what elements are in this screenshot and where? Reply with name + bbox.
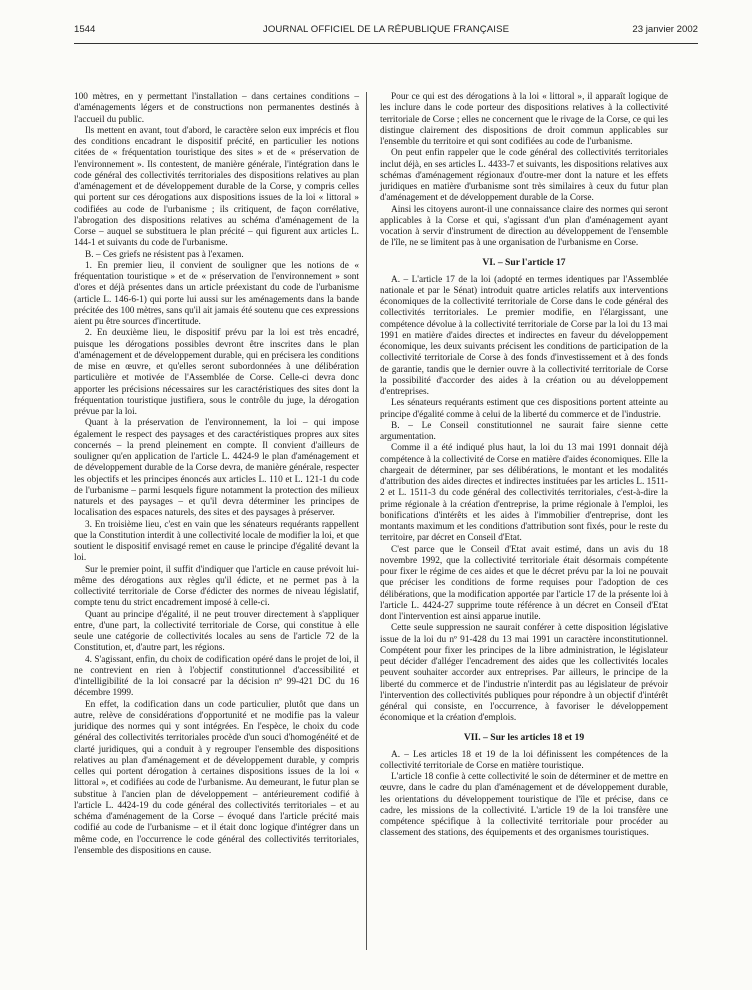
header-rule — [74, 43, 698, 44]
paragraph: Comme il a été indiqué plus haut, la loi du 13 mai 1991 donnait déjà compétence à la collectivité de Corse en matière d'aides économiques. Elle la chargeait de déterminer, par ses délibérations, le montant et les modalités d'attribution des aides directes et indirectes instituées par les articles L. 1511-2 et L. 1511-3 du code général des collectivités territoriales, c'est-à-dire la prime régionale à la création d'entreprise, la prime régionale à l'emploi, les bonifications d'intérêts et les aides à l'immobilier d'entreprise, dont les montants maximum et les conditions d'attribution sont fixés, pour le reste du territoire, par décret en Conseil d'Etat. — [380, 443, 668, 544]
paragraph: A. – L'article 17 de la loi (adopté en termes identiques par l'Assemblée nationale et par le Sénat) introduit quatre articles relatifs aux interventions économiques de la collectivité territoriale de Corse dans le code général des collectivités territoriales. Le premier modifie, en l'élargissant, une compétence dévolue à la collectivité territoriale de Corse par la loi du 13 mai 1991 en matière d'aides directes et indirectes en faveur du développement économique, les deux suivants précisent les conditions de participation de la collectivité territoriale de Corse à des fonds d'investissement et à des fonds de garantie, tandis que le dernier ouvre à la collectivité territoriale de Corse la possibilité d'accorder des aides à la création ou au développement d'entreprises. — [380, 274, 668, 397]
paragraph: Ainsi les citoyens auront-il une connaissance claire des normes qui seront applicables à la Corse et qui, s'agissant d'un plan d'aménagement ayant vocation à servir d'instrument de direction au développement de l'ensemble de l'île, ne se limitent pas à une organisation de l'urbanisme en Corse. — [380, 204, 668, 249]
paragraph: On peut enfin rappeler que le code général des collectivités territoriales inclut déjà, en ses articles L. 4433-7 et suivants, les dispositions relatives aux schémas d'aménagement régionaux d'outre-mer dont la nature et les effets juridiques en matière d'urbanisme sont très similaires à ceux du futur plan d'aménagement et de développement durable de la Corse. — [380, 148, 668, 204]
left-column — [74, 92, 359, 857]
paragraph: Quant à la préservation de l'environnement, la loi – qui impose également le respect des paysages et des caractéristiques propres aux sites concernés – la prend pleinement en compte. Il convient d'ailleurs de souligner qu'en application de l'article L. 4424-9 le plan d'aménagement et de développement durable de la Corse devra, de manière générale, respecter les objectifs et les principes énoncés aux articles L. 110 et L. 121-1 du code de l'urbanisme – parmi lesquels figure notamment la protection des milieux naturels et des paysages – et qu'il devra déterminer les principes de localisation des espaces naturels, des sites et des paysages à préserver. — [74, 418, 359, 519]
paragraph: Les sénateurs requérants estiment que ces dispositions portent atteinte au principe d'égalité comme à celui de la liberté du commerce et de l'industrie. — [380, 398, 668, 420]
paragraph: Pour ce qui est des dérogations à la loi « littoral », il apparaît logique de les inclure dans le code porteur des dispositions relatives à la collectivité territoriale de Corse ; elles ne concernent que le rivage de la Corse, ce qui les distingue clairement des dispositions de droit commun applicables sur l'ensemble du territoire et qui sont codifiées au code de l'urbanisme. — [380, 92, 668, 147]
paragraph: 1. En premier lieu, il convient de souligner que les notions de « fréquentation touristique » et de « préservation de l'environnement » sont d'ores et déjà présentes dans un article préexistant du code de l'urbanisme (article L. 146-6-1) qui porte lui aussi sur les aménagements dans la bande précitée des 100 mètres, sans qu'il ait jamais été soutenu que ces expressions aient pu être sources d'incertitude. — [74, 260, 359, 327]
paragraph: Sur le premier point, il suffit d'indiquer que l'article en cause prévoit lui-même des dérogations aux règles qu'il édicte, et ne permet pas à la collectivité territoriale de Corse d'édicter des normes de niveau législatif, compte tenu du strict encadrement imposé à celle-ci. — [74, 564, 359, 609]
journal-title: JOURNAL OFFICIEL DE LA RÉPUBLIQUE FRANÇAISE — [262, 24, 510, 35]
paragraph: 2. En deuxième lieu, le dispositif prévu par la loi est très encadré, puisque les dérogations possibles devront être inscrites dans le plan d'aménagement et de développement durable, qui en précisera les conditions de mise en œuvre, et qu'elles seront subordonnées à une délibération particulière et motivée de l'Assemblée de Corse. Celle-ci devra donc apporter les précisions nécessaires sur les caractéristiques des sites dont la fréquentation touristique justifiera, sous le contrôle du juge, la dérogation prévue par la loi. — [74, 328, 359, 417]
paragraph: B. – Ces griefs ne résistent pas à l'examen. — [85, 249, 244, 260]
paragraph: 4. S'agissant, enfin, du choix de codification opéré dans le projet de loi, il ne contrevient en rien à l'objectif constitutionnel d'accessibilité et d'intelligibilité de la loi consacré par la décision nº 99-421 DC du 16 décembre 1999. — [74, 654, 359, 699]
paragraph: Ils mettent en avant, tout d'abord, le caractère selon eux imprécis et flou des conditions encadrant le dispositif précité, en particulier les notions citées de « fréquentation touristique des sites » et de « préservation de l'environnement ». Ils contestent, de manière générale, l'intégration dans le code général des collectivités territoriales des dispositions relatives au plan d'aménagement et de développement durable de la Corse, y compris celles qui portent sur ces dérogations aux dispositions issues de la loi « littoral » codifiées au code de l'urbanisme ; ils critiquent, de façon corrélative, l'abrogation des dispositions relatives au schéma d'aménagement de la Corse – auquel se substituera le plan précité – qui figurent aux articles L. 144-1 et suivants du code de l'urbanisme. — [74, 125, 359, 249]
paragraph: B. – Le Conseil constitutionnel ne saurait faire sienne cette argumentation. — [380, 420, 668, 442]
paragraph: Quant au principe d'égalité, il ne peut trouver directement à s'appliquer entre, d'une part, la collectivité territoriale de Corse, qui constitue à elle seule une catégorie de collectivités locales au sens de l'article 72 de la Constitution, et, d'autre part, les régions. — [74, 609, 359, 654]
paragraph: L'article 18 confie à cette collectivité le soin de déterminer et de mettre en œuvre, dans le cadre du plan d'aménagement et de développement durable, les orientations du développement touristique de l'île et précise, dans ce cadre, les missions de la collectivité. L'article 19 de la loi transfère une compétence spécifique à la collectivité territoriale pour procéder au classement des stations, des équipements et des organismes touristiques. — [380, 772, 668, 839]
issue-date: 23 janvier 2002 — [632, 24, 698, 35]
page-header — [74, 24, 698, 42]
paragraph: A. – Les articles 18 et 19 de la loi définissent les compétences de la collectivité territoriale de Corse en matière touristique. — [380, 749, 668, 771]
paragraph: 3. En troisième lieu, c'est en vain que les sénateurs requérants rappellent que la Constitution interdit à une collectivité locale de modifier la loi, et que soutient le dispositif envisagé remet en cause le principe d'égalité devant la loi. — [74, 519, 359, 564]
section-heading-vii: VII. – Sur les articles 18 et 19 — [463, 731, 585, 743]
right-column — [380, 92, 668, 840]
page-number: 1544 — [74, 24, 96, 35]
paragraph: En effet, la codification dans un code particulier, plutôt que dans un autre, relève de considérations d'opportunité et ne modifie pas la valeur juridique des normes qui y sont intégrées. En l'espèce, le choix du code général des collectivités territoriales procède d'un souci d'homogénéité et de clarté juridiques, qui a conduit à y regrouper l'ensemble des dispositions relatives au plan d'aménagement et de développement durable, y compris celles qui portent dérogation à certaines dispositions issues de la loi « littoral », et codifiées au code de l'urbanisme. Au demeurant, le futur plan se substitue à l'ancien plan de développement – antérieurement codifié à l'article L. 4424-19 du code général des collectivités territoriales – et au schéma d'aménagement de la Corse – évoqué dans l'article précité mais codifié au code de l'urbanisme – et il était donc logique d'intégrer dans un même code, en l'occurrence le code général des collectivités territoriales, l'ensemble des dispositions en cause. — [74, 699, 359, 856]
section-heading-vi: VI. – Sur l'article 17 — [482, 256, 566, 268]
paragraph: 100 mètres, en y permettant l'installation – dans certaines conditions – d'aménagements légers et de constructions non permanentes destinés à l'accueil du public. — [74, 92, 359, 125]
paragraph: C'est parce que le Conseil d'Etat avait estimé, dans un avis du 18 novembre 1992, que la collectivité territoriale était désormais compétente pour fixer le régime de ces aides et que le décret prévu par la loi ne pouvait que préciser les conditions de forme requises pour l'adoption de ces délibérations, que la modification apportée par l'article 17 de la présente loi à l'article L. 4424-27 supprime toute référence à un décret en Conseil d'Etat dont l'intervention est ainsi apparue inutile. — [380, 544, 668, 622]
column-divider — [366, 92, 367, 950]
paragraph: Cette seule suppression ne saurait conférer à cette disposition législative issue de la loi du nº 91-428 du 13 mai 1991 un caractère inconstitutionnel. Compétent pour fixer les principes de la libre administration, le législateur peut décider d'alléger l'encadrement des aides que les collectivités locales peuvent souhaiter accorder aux entreprises. Par ailleurs, le principe de la liberté du commerce et de l'industrie n'interdit pas au législateur de prévoir l'intervention des collectivités publiques pour répondre à un objectif d'intérêt général qui consiste, en l'occurrence, à favoriser le développement économique et la création d'emplois. — [380, 623, 668, 724]
